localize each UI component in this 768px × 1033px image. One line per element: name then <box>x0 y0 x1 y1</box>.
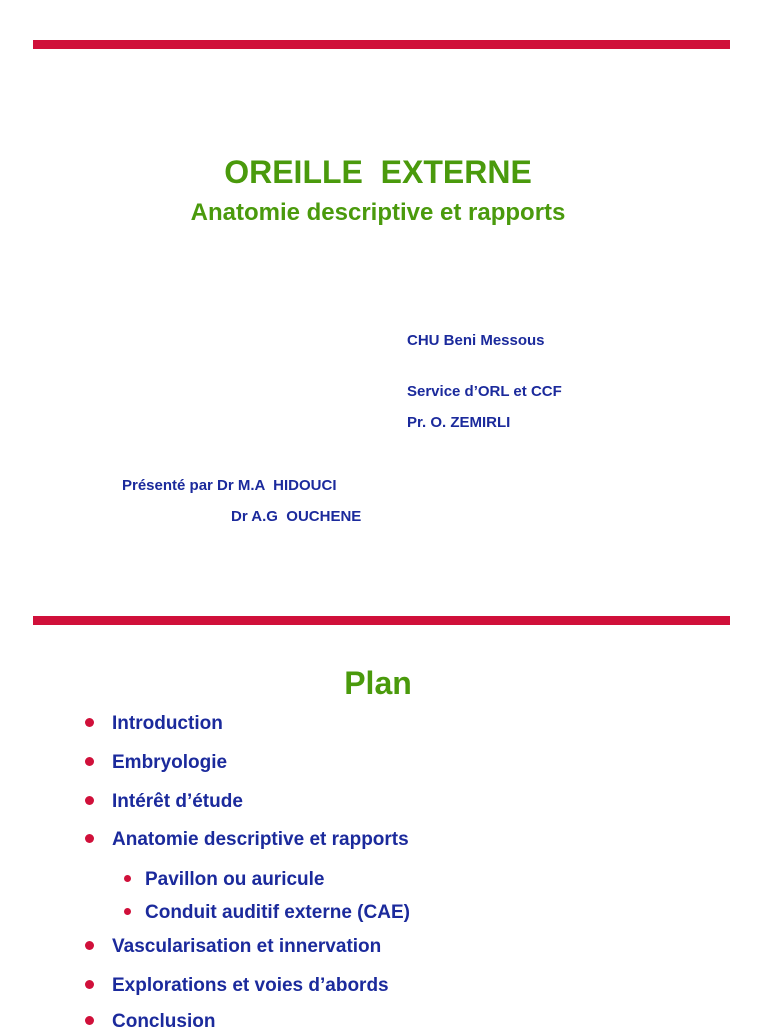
top-divider <box>33 40 730 49</box>
plan-item-vascularisation <box>112 936 381 958</box>
plan-item-label: Conclusion <box>112 1011 216 1032</box>
plan-item-introduction <box>112 713 223 735</box>
plan-subitem-cae <box>145 902 410 924</box>
bullet-icon <box>85 718 94 727</box>
slide-title: OREILLE EXTERNE <box>224 154 532 190</box>
bullet-icon <box>124 908 131 915</box>
bullet-icon <box>85 941 94 950</box>
service-label: Service d’ORL et CCF <box>407 383 562 400</box>
plan-item-interet <box>112 791 243 813</box>
plan-item-label: Vascularisation et innervation <box>112 936 382 957</box>
plan-item-label: Embryologie <box>112 752 228 773</box>
professor-label: Pr. O. ZEMIRLI <box>407 414 511 431</box>
plan-subitem-pavillon <box>145 869 325 891</box>
plan-item-label: Pavillon ou auricule <box>145 869 325 890</box>
plan-title: Plan <box>344 665 412 701</box>
plan-item-embryologie <box>112 752 227 774</box>
plan-item-label: Introduction <box>112 713 223 734</box>
bullet-icon <box>85 796 94 805</box>
plan-item-label: Anatomie descriptive et rapports <box>112 829 409 850</box>
plan-item-label: Intérêt d’étude <box>112 791 243 812</box>
plan-item-conclusion <box>112 1011 215 1033</box>
bullet-icon <box>85 834 94 843</box>
middle-divider <box>33 616 730 625</box>
plan-item-explorations <box>112 975 389 997</box>
presenter-label: Présenté par Dr M.A HIDOUCI <box>122 477 337 494</box>
bullet-icon <box>124 875 131 882</box>
plan-item-label: Explorations et voies d’abords <box>112 975 389 996</box>
bullet-icon <box>85 757 94 766</box>
plan-item-label: Conduit auditif externe (CAE) <box>145 902 410 923</box>
slide-subtitle: Anatomie descriptive et rapports <box>190 199 566 226</box>
institution-label: CHU Beni Messous <box>407 332 545 349</box>
plan-item-anatomie <box>112 829 409 851</box>
second-presenter-label: Dr A.G OUCHENE <box>231 508 362 525</box>
bullet-icon <box>85 980 94 989</box>
